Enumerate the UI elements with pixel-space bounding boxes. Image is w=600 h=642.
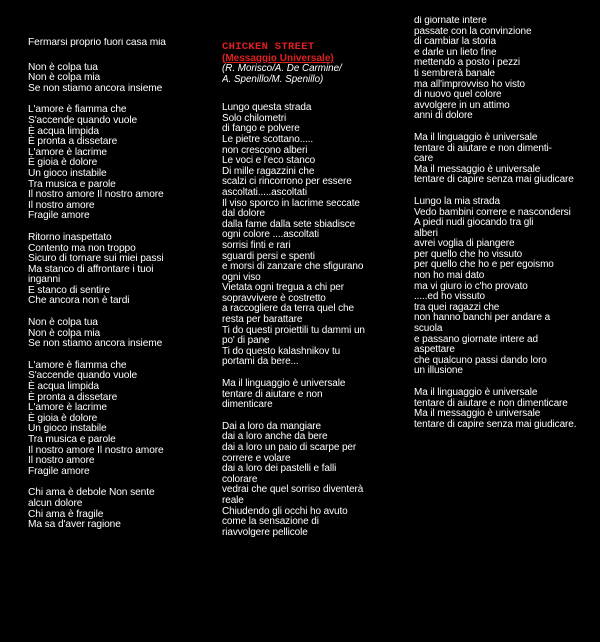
lyric-line: L'amore è fiamma che (28, 359, 127, 371)
lyric-line: dal dolore (222, 208, 265, 220)
lyric-line: Solo chilometri (222, 112, 287, 124)
lyric-line: Lungo la mia strada (414, 195, 500, 207)
lyric-line: reale (222, 494, 244, 506)
lyric-line: L'amore è lacrime (28, 146, 107, 158)
lyric-line: non crescono alberi (222, 144, 308, 156)
stanza (414, 16, 594, 122)
lyric-line: Ma stanco di affrontare i tuoi (28, 263, 154, 275)
lyric-line: e passano giornate intere ad (414, 333, 538, 345)
lyric-line: che qualcuno passi dando loro (414, 354, 547, 366)
lyric-line: avrei voglia di piangere (414, 238, 515, 250)
lyric-line: Sicuro di tornare sui miei passi (28, 253, 164, 265)
lyric-line: Chiudendo gli occhi ho avuto (222, 505, 348, 517)
lyric-line: Il nostro amore Il nostro amore (28, 189, 164, 201)
stanza (28, 233, 218, 307)
lyric-line: Contento ma non troppo (28, 242, 136, 254)
lyric-line: portami da bere... (222, 356, 299, 368)
lyric-line: Chi ama è fragile (28, 508, 104, 520)
lyric-line: Il viso sporco in lacrime seccate (222, 197, 360, 209)
lyric-line: ma vi giuro io c'ho provato (414, 280, 528, 292)
lyric-line: avvolgere in un attimo (414, 99, 510, 111)
lyric-line: L'amore è lacrime (28, 402, 107, 414)
lyric-line: di cambiar la storia (414, 36, 496, 48)
lyric-line: correre e volare (222, 452, 291, 464)
stanza (28, 63, 218, 95)
lyric-line: È acqua limpida (28, 125, 99, 137)
lyric-line: per quello che ho e per egoismo (414, 259, 554, 271)
lyric-line: di nuovo quel colore (414, 89, 502, 101)
lyric-line: E stanco di sentire (28, 284, 110, 296)
lyric-line: Dai a loro da mangiare (222, 420, 321, 432)
lyric-line: A piedi nudi giocando tra gli (414, 217, 534, 229)
song-subtitle: (Messaggio Universale) (222, 53, 334, 64)
lyric-line: a raccogliere da terra quel che (222, 303, 354, 315)
lyric-line: e darle un lieto fine (414, 46, 497, 58)
lyric-line: tentare di capire senza mai giudicare (414, 174, 574, 186)
lyric-line: alberi (414, 227, 438, 239)
lyrics-column-middle (222, 42, 407, 642)
lyric-line: Fragile amore (28, 210, 90, 222)
lyric-line: non hanno banchi per andare a (414, 312, 551, 324)
lyric-line: ti sembrerà banale (414, 67, 496, 79)
lyric-line: tentare di aiutare e non dimenticare (414, 397, 568, 409)
lyric-line: Di mille ragazzini che (222, 165, 315, 177)
lyric-line: Il nostro amore (28, 455, 95, 467)
lyric-line: Ma il linguaggio è universale (414, 387, 538, 398)
lyric-line: di giornate intere (414, 16, 487, 26)
stanza (414, 133, 594, 186)
lyric-line: care (414, 153, 434, 165)
lyric-line: L'amore è fiamma che (28, 104, 127, 116)
stanza-list (28, 63, 218, 531)
lyric-line: ogni viso (222, 271, 261, 283)
lyric-line: Non è colpa tua (28, 61, 98, 73)
lyric-line: Un gioco instabile (28, 423, 107, 435)
lyric-line: Se non stiamo ancora insieme (28, 338, 163, 350)
lyric-line: S'accende quando vuole (28, 114, 138, 126)
lyric-line: dai a loro dei pastelli e falli (222, 463, 337, 475)
lyric-line: per quello che ho vissuto (414, 248, 523, 260)
lyric-line: Tra musica e parole (28, 178, 116, 190)
lyric-line: sguardi persi e spenti (222, 250, 315, 262)
lyric-line: Lungo questa strada (222, 102, 312, 114)
lyric-line: alcun dolore (28, 497, 83, 509)
lyric-line: S'accende quando vuole (28, 370, 138, 382)
lyric-line: Ma il messaggio è universale (414, 408, 541, 420)
lyric-line: resta per barattare (222, 314, 303, 326)
lyric-line: Le pietre scottano..... (222, 133, 314, 145)
lyric-line: Fragile amore (28, 465, 90, 477)
stanza (222, 379, 407, 411)
lyric-line: non ho mai dato (414, 270, 485, 282)
lyric-line: passate con la convinzione (414, 25, 532, 37)
lyric-line: Un gioco instabile (28, 167, 107, 179)
lyric-line: È pronta a dissetare (28, 391, 118, 403)
stanza-list (414, 16, 594, 430)
stanza (28, 318, 218, 350)
lyric-line: Il nostro amore Il nostro amore (28, 444, 164, 456)
lyric-line: dai a loro un paio di scarpe per (222, 442, 357, 453)
lyric-line: dimenticare (222, 399, 273, 411)
lyric-line: scuola (414, 323, 443, 335)
lyric-line: Se non stiamo ancora insieme (28, 82, 163, 94)
lyric-line: dalla fame dalla sete sbiadisce (222, 218, 356, 230)
stanza (222, 103, 407, 368)
lyric-line: dai a loro anche da bere (222, 431, 328, 443)
lyric-line: Ma il linguaggio è universale (414, 131, 538, 143)
stanza (414, 197, 594, 377)
lyric-line: come la sensazione di (222, 516, 319, 528)
song-credits-line-1: (R. Morisco/A. De Carmine/ (222, 63, 342, 74)
lyric-line: Ti do questi proiettili tu dammi un (222, 324, 365, 336)
lyric-line: riavvolgere pellicole (222, 526, 308, 538)
lyric-line: È acqua limpida (28, 381, 99, 393)
lyric-line: ma all'improvviso ho visto (414, 78, 526, 90)
lyric-line: tentare di aiutare e non dimenti- (414, 142, 552, 154)
lyric-line: sorrisi finti e rari (222, 239, 291, 251)
lyric-line: ascoltati.....ascoltati (222, 186, 307, 198)
lyric-line: Tra musica e parole (28, 434, 116, 445)
stanza (28, 488, 218, 530)
lyric-line: Il nostro amore (28, 199, 95, 211)
lyric-line: di fango e polvere (222, 123, 300, 135)
stanza (222, 422, 407, 539)
song-title: CHICKEN STREET (222, 42, 315, 53)
song-credits-line-2: A. Spenillo/M. Spenillo) (222, 73, 324, 85)
lyric-line: Ti do questo kalashnikov tu (222, 345, 341, 357)
lyric-line: Non è colpa mia (28, 72, 101, 84)
lyric-line: po' di pane (222, 335, 270, 347)
opening-line (28, 38, 218, 49)
lyric-line: È gioia è dolore (28, 157, 98, 169)
lyric-line: Non è colpa mia (28, 327, 101, 339)
lyric-line: Chi ama è debole Non sente (28, 487, 155, 499)
lyric-line: tentare di aiutare e non (222, 388, 323, 400)
lyric-line: anni di dolore (414, 110, 473, 122)
lyric-line: Le voci e l'eco stanco (222, 155, 316, 167)
lyric-line: Ma il linguaggio è universale (222, 378, 346, 390)
stanza (28, 361, 218, 478)
lyric-line: Ritorno inaspettato (28, 231, 112, 243)
lyric-line: aspettare (414, 344, 455, 356)
lyric-line: colorare (222, 473, 258, 485)
lyric-line: tentare di capire senza mai giudicare. (414, 418, 577, 430)
lyrics-column-right (414, 16, 594, 616)
lyric-line: ogni colore ....ascoltati (222, 229, 319, 241)
lyric-line: un illusione (414, 365, 463, 377)
lyric-line: tra quei ragazzi che (414, 301, 500, 313)
lyric-line: .....ed ho vissuto (414, 291, 486, 303)
lyric-line: Vietata ogni tregua a chi per (222, 282, 345, 294)
stanza-list (222, 103, 407, 538)
lyric-line: sopravvivere è costretto (222, 292, 326, 304)
lyric-line: Fermarsi proprio fuori casa mia (28, 38, 166, 48)
lyric-line: inganni (28, 274, 61, 286)
song-header (222, 42, 407, 85)
lyric-line: Che ancora non è tardi (28, 295, 130, 307)
lyric-line: mettendo a posto i pezzi (414, 57, 520, 69)
lyrics-column-left (28, 38, 218, 638)
lyric-line: Ma sa d'aver ragione (28, 519, 121, 531)
lyric-line: vedrai che quel sorriso diventerà (222, 484, 364, 496)
lyric-line: Ma il messaggio è universale (414, 163, 541, 175)
lyric-line: Vedo bambini correre e nascondersi (414, 206, 571, 218)
lyric-line: Non è colpa tua (28, 317, 98, 329)
lyric-line: e morsi di zanzare che sfigurano (222, 261, 364, 273)
lyric-line: È pronta a dissetare (28, 136, 118, 148)
stanza (414, 388, 594, 430)
lyric-line: scalzi ci rincorrono per essere (222, 176, 352, 188)
stanza (28, 105, 218, 222)
lyric-line: È gioia è dolore (28, 412, 98, 424)
